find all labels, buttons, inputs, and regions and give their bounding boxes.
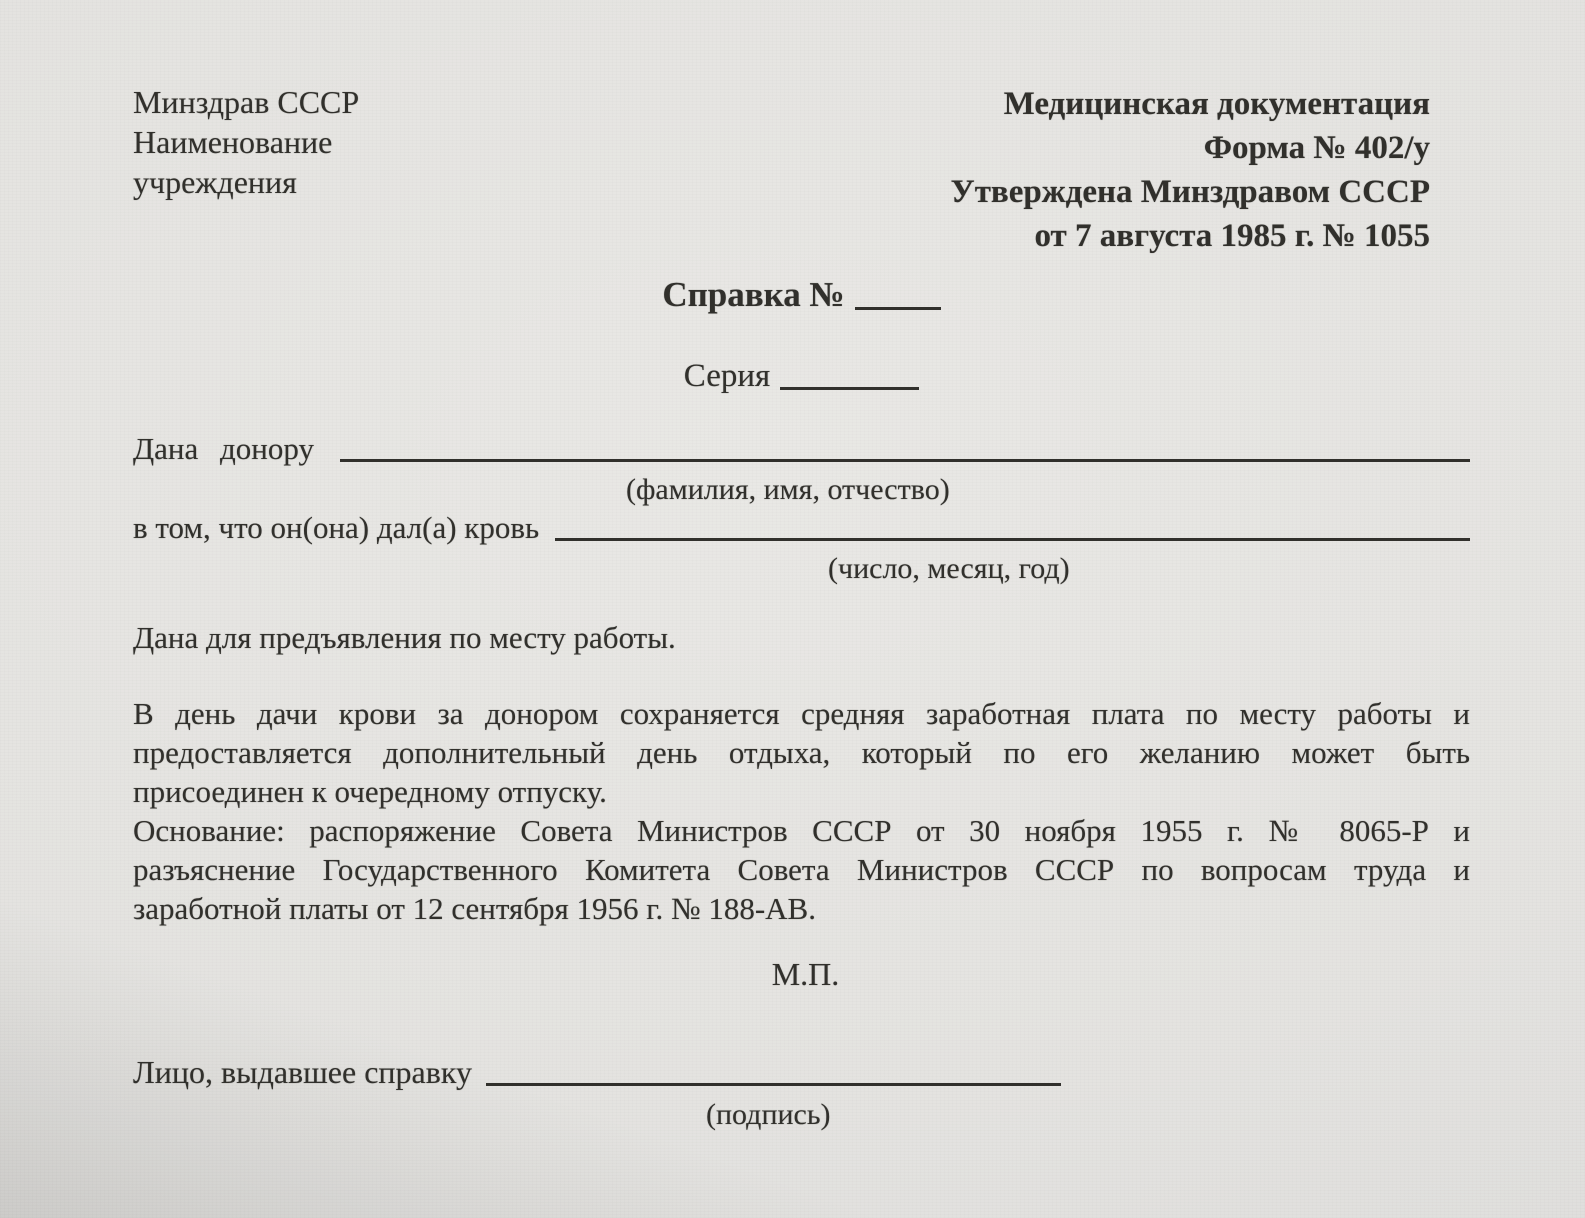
certificate-title: Справка № [662, 275, 845, 314]
institution-name-line-2: учреждения [133, 164, 297, 200]
benefit-line-2: предоставляется дополнительный день отдыха, который по его желанию может быть [133, 735, 1470, 770]
basis-paragraph [133, 811, 1470, 928]
approval-date-line: от 7 августа 1985 г. № 1055 [1034, 218, 1430, 254]
series-row [133, 354, 1470, 398]
basis-line-3: заработной платы от 12 сентября 1956 г. № 188-АВ. [133, 891, 816, 926]
donor-row [133, 428, 1470, 470]
benefit-line-3: присоединен к очередному отпуску. [133, 774, 607, 809]
signature-caption: (подпись) [706, 1098, 831, 1131]
institution-name-line-1: Наименование [133, 124, 333, 160]
donor-label: Дана донору [133, 431, 314, 466]
issuing-authority-block [133, 82, 359, 258]
benefit-line-1: В день дачи крови за донором сохраняется средняя заработная плата по месту работы и [133, 696, 1470, 731]
ministry-line: Минздрав СССР [133, 84, 360, 120]
approval-line: Утверждена Минздравом СССР [950, 174, 1430, 210]
basis-line-1: Основание: распоряжение Совета Министров СССР от 30 ноября 1955 г. № 8065-Р и [133, 813, 1470, 848]
issuer-label: Лицо, выдавшее справку [133, 1054, 472, 1090]
donation-row [133, 507, 1470, 549]
form-classification-block [950, 82, 1430, 258]
donation-label: в том, что он(она) дал(а) кровь [133, 510, 540, 545]
donor-name-caption: (фамилия, имя, отчество) [626, 473, 950, 506]
stamp-placeholder: М.П. [771, 956, 840, 992]
basis-line-2: разъяснение Государственного Комитета Совета Министров СССР по вопросам труда и [133, 852, 1470, 887]
benefit-paragraph [133, 694, 1470, 811]
donation-date-blank [555, 538, 1470, 541]
form-number-line: Форма № 402/у [1203, 130, 1430, 166]
purpose-line: Дана для предъявления по месту работы. [133, 620, 676, 655]
classification-line: Медицинская документация [1003, 86, 1430, 122]
series-label: Серия [683, 358, 771, 394]
certificate-number-blank [855, 307, 941, 310]
series-blank [780, 387, 919, 390]
donation-date-caption: (число, месяц, год) [828, 552, 1070, 585]
document-header [133, 82, 1470, 258]
signature-blank [486, 1083, 1061, 1086]
issuer-row [133, 1050, 1061, 1094]
certificate-title-row [133, 272, 1470, 318]
donor-name-blank [340, 459, 1470, 462]
